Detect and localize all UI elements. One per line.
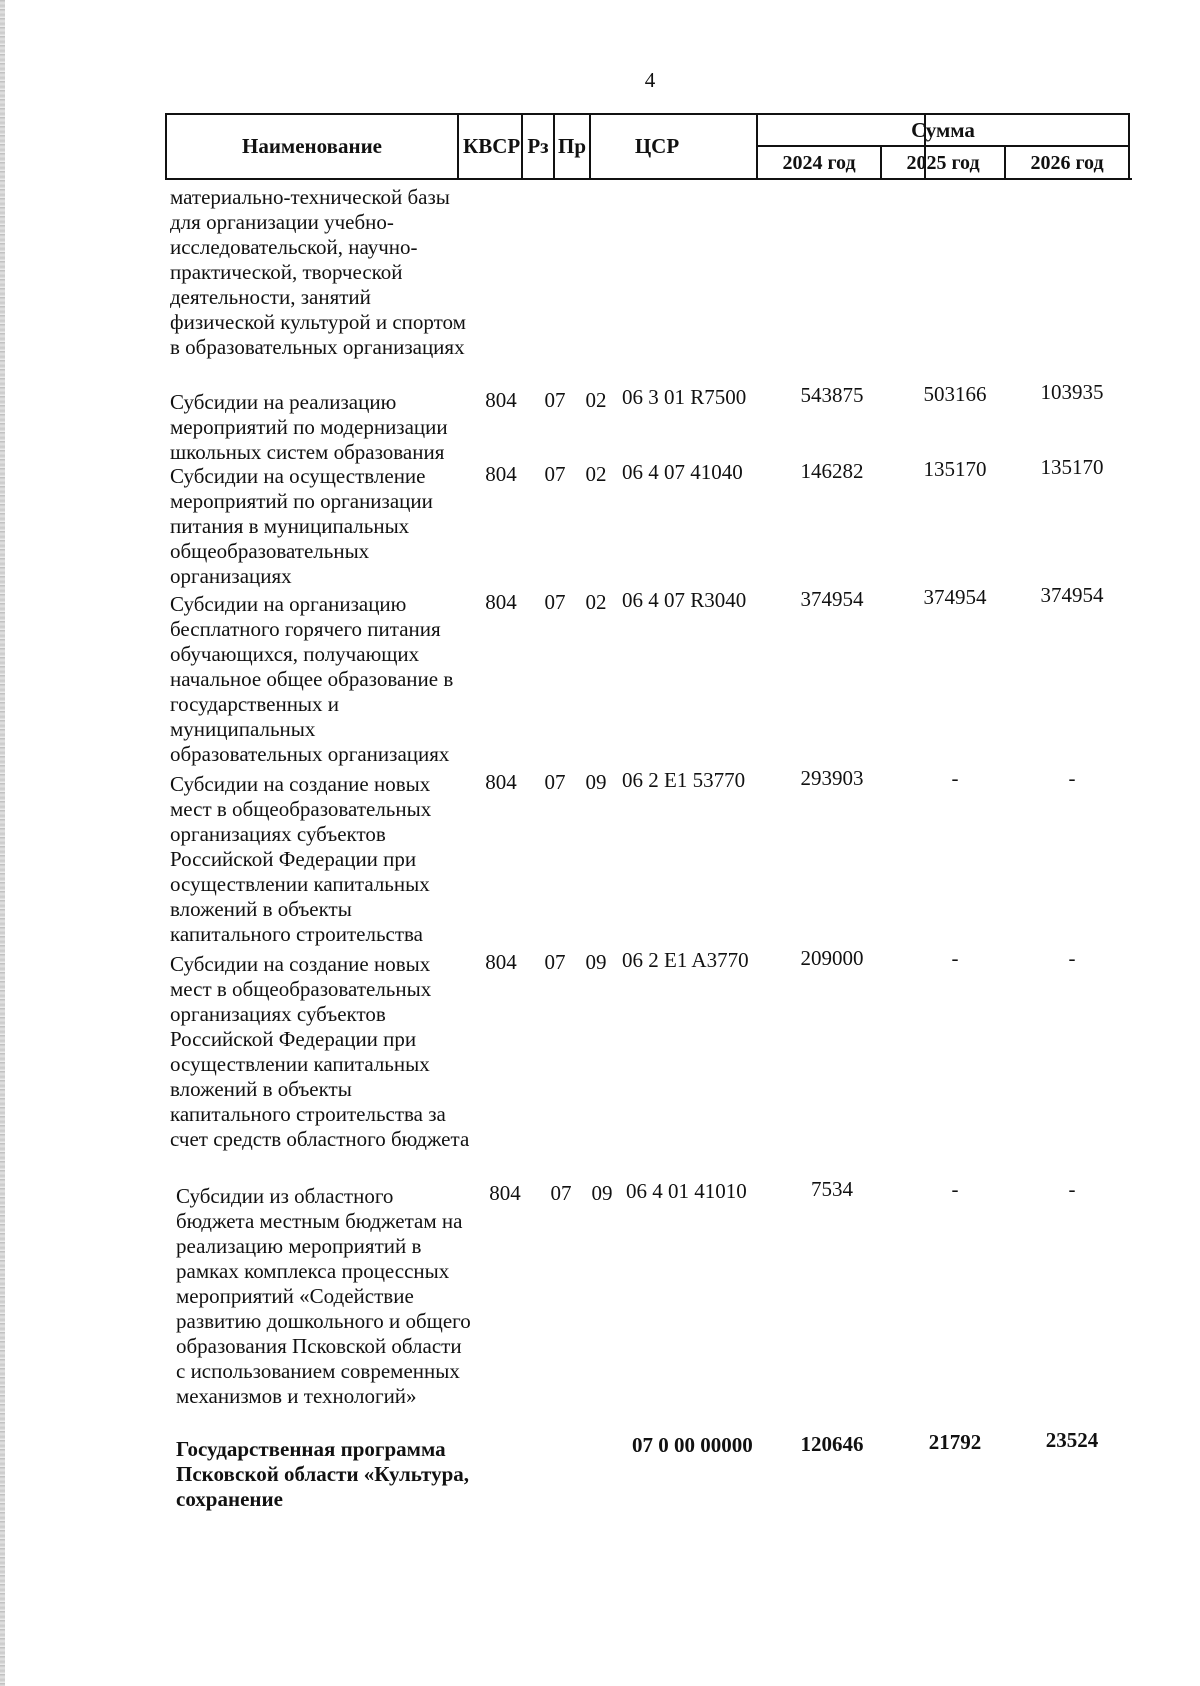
row-1-2025: 503166	[923, 382, 987, 406]
row-5-2026: -	[1068, 946, 1076, 970]
header-year-2025: 2025 год	[880, 145, 1006, 180]
header-pr: Пр	[553, 113, 591, 180]
row-5-pr: 09	[585, 950, 607, 974]
row-2-csr: 06 4 07 41040	[622, 460, 743, 484]
row-7-csr: 07 0 00 00000	[632, 1433, 753, 1457]
row-1-kvsr: 804	[485, 388, 517, 412]
row-3-rz: 07	[544, 590, 566, 614]
row-4-2025: -	[951, 766, 959, 790]
row-4-2026: -	[1068, 766, 1076, 790]
header-kvsr: КВСР	[457, 113, 523, 180]
row-4-pr: 09	[585, 770, 607, 794]
row-3-2026: 374954	[1040, 583, 1104, 607]
row-1-rz: 07	[544, 388, 566, 412]
row-6-rz: 07	[550, 1181, 572, 1205]
row-7-2024: 120646	[800, 1432, 864, 1456]
row-2-rz: 07	[544, 462, 566, 486]
row-6-pr: 09	[591, 1181, 613, 1205]
row-5-kvsr: 804	[485, 950, 517, 974]
row-5-2025: -	[951, 946, 959, 970]
row-3-csr: 06 4 07 R3040	[622, 588, 747, 612]
row-2-2024: 146282	[800, 459, 864, 483]
continuation-text: материально-технической базы для организации учебно-исследовательской, научно-практической, творческой деятельности, занятий физической культурой и спортом в образовательных организациях	[170, 185, 466, 359]
row-6-csr: 06 4 01 41010	[626, 1179, 747, 1203]
row-1-name: Субсидии на реализацию мероприятий по модернизации школьных систем образования	[170, 390, 448, 464]
row-2-2025: 135170	[923, 457, 987, 481]
row-4-2024: 293903	[800, 766, 864, 790]
row-6-2024: 7534	[811, 1177, 853, 1201]
row-7-name: Государственная программа Псковской области «Культура, сохранение	[176, 1437, 470, 1511]
row-2-pr: 02	[585, 462, 607, 486]
row-1-csr: 06 3 01 R7500	[622, 385, 747, 409]
row-2-2026: 135170	[1040, 455, 1104, 479]
header-year-2026: 2026 год	[1004, 145, 1130, 180]
row-1-2024: 543875	[800, 383, 864, 407]
row-4-rz: 07	[544, 770, 566, 794]
header-sum: Сумма	[756, 113, 1130, 147]
row-6-2026: -	[1068, 1177, 1076, 1201]
row-3-pr: 02	[585, 590, 607, 614]
row-3-name: Субсидии на организацию бесплатного горячего питания обучающихся, получающих начальное общее образование в государственных и муниципальных образовательных организациях	[170, 592, 454, 766]
row-6-2025: -	[951, 1177, 959, 1201]
header-bottom-rule	[165, 178, 1132, 180]
header-csr: ЦСР	[634, 134, 680, 158]
header-rz: Рз	[521, 113, 555, 180]
row-2-kvsr: 804	[485, 462, 517, 486]
page-number: 4	[644, 68, 656, 92]
row-6-name: Субсидии из областного бюджета местным бюджетам на реализацию мероприятий в рамках комплекса процессных мероприятий «Содействие развитию дошкольного и общего образования Псковской области с использованием современных механизмов и технологий»	[176, 1184, 471, 1408]
scan-edge	[0, 0, 5, 1686]
header-year-2024: 2024 год	[756, 145, 882, 180]
row-5-csr: 06 2 E1 A3770	[622, 948, 749, 972]
row-2-name: Субсидии на осуществление мероприятий по организации питания в муниципальных общеобразовательных организациях	[170, 464, 433, 588]
row-7-2026: 23524	[1045, 1428, 1099, 1452]
table-header	[165, 113, 1130, 180]
row-3-2025: 374954	[923, 585, 987, 609]
row-4-name: Субсидии на создание новых мест в общеобразовательных организациях субъектов Российской Федерации при осуществлении капитальных вложений в объекты капитального строительства	[170, 772, 432, 946]
row-5-rz: 07	[544, 950, 566, 974]
row-7-2025: 21792	[928, 1430, 982, 1454]
row-5-2024: 209000	[800, 946, 864, 970]
row-5-name: Субсидии на создание новых мест в общеобразовательных организациях субъектов Российской Федерации при осуществлении капитальных вложений в объекты капитального строительства за счет средств областного бюджета	[170, 952, 470, 1151]
row-1-2026: 103935	[1040, 380, 1104, 404]
header-name: Наименование	[165, 113, 459, 180]
row-1-pr: 02	[585, 388, 607, 412]
row-3-2024: 374954	[800, 587, 864, 611]
row-4-kvsr: 804	[485, 770, 517, 794]
row-6-kvsr: 804	[489, 1181, 521, 1205]
row-3-kvsr: 804	[485, 590, 517, 614]
row-4-csr: 06 2 E1 53770	[622, 768, 746, 792]
